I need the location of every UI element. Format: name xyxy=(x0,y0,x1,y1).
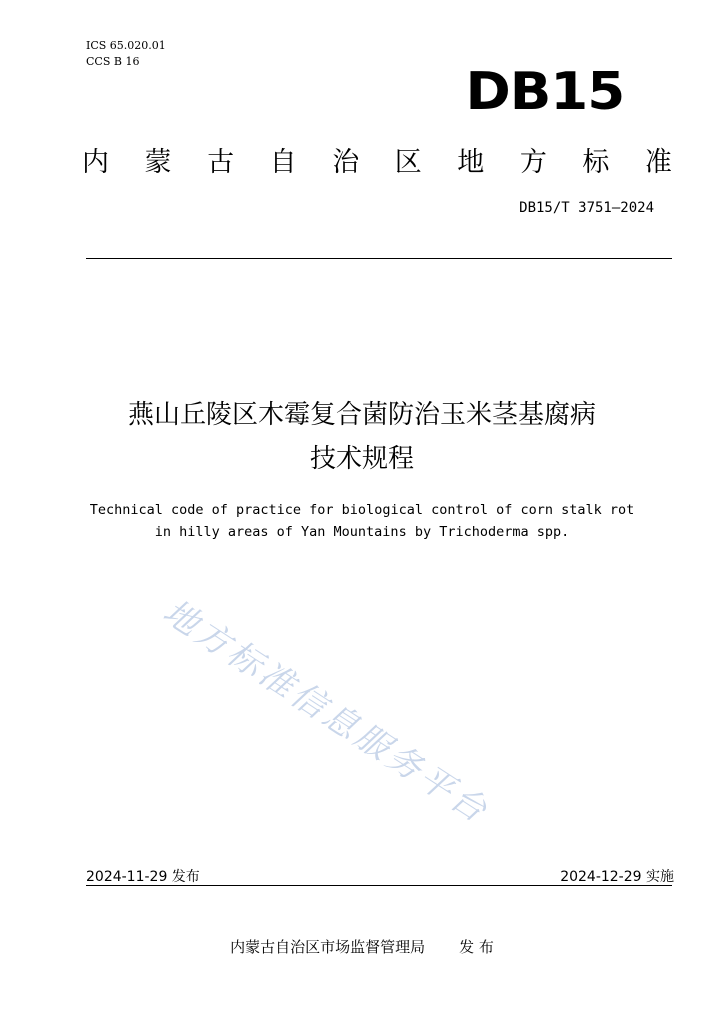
standard-type-heading xyxy=(82,140,672,179)
chinese-title xyxy=(0,393,724,481)
issuer-name: 内蒙古自治区市场监督管理局 xyxy=(230,938,426,956)
standard-type-char: 准 xyxy=(644,147,672,178)
standard-type-char: 蒙 xyxy=(144,147,172,178)
english-title xyxy=(0,499,724,543)
classification-codes xyxy=(86,38,166,70)
implement-date: 2024-12-29 实施 xyxy=(560,869,674,885)
standard-type-char: 方 xyxy=(519,147,547,178)
standard-type-char: 内 xyxy=(82,147,109,178)
english-title-line-2: in hilly areas of Yan Mountains by Trichoderma spp. xyxy=(154,524,570,540)
publish-date: 2024-11-29 发布 xyxy=(86,869,200,885)
english-title-line-1: Technical code of practice for biological control of corn stalk rot xyxy=(89,502,635,518)
standard-type-char: 区 xyxy=(394,147,422,178)
ccs-code: CCS B 16 xyxy=(86,55,140,68)
standard-type-char: 治 xyxy=(332,147,360,178)
standard-number: DB15/T 3751—2024 xyxy=(519,200,654,216)
standard-type-char: 标 xyxy=(582,147,610,178)
ics-code: ICS 65.020.01 xyxy=(86,39,166,52)
chinese-title-line-2: 技术规程 xyxy=(309,444,414,474)
chinese-title-line-1: 燕山丘陵区木霉复合菌防治玉米茎基腐病 xyxy=(127,400,596,430)
db15-logo: DB15 xyxy=(465,62,624,122)
bottom-divider xyxy=(86,885,672,886)
top-divider xyxy=(86,258,672,259)
standard-type-char: 自 xyxy=(269,147,297,178)
standard-type-char: 地 xyxy=(457,147,485,178)
issuer-action: 发 布 xyxy=(459,938,494,956)
standard-type-char: 古 xyxy=(207,147,235,178)
issuer-line xyxy=(0,936,724,957)
watermark: 地方标准信息服务平台 xyxy=(155,591,497,833)
